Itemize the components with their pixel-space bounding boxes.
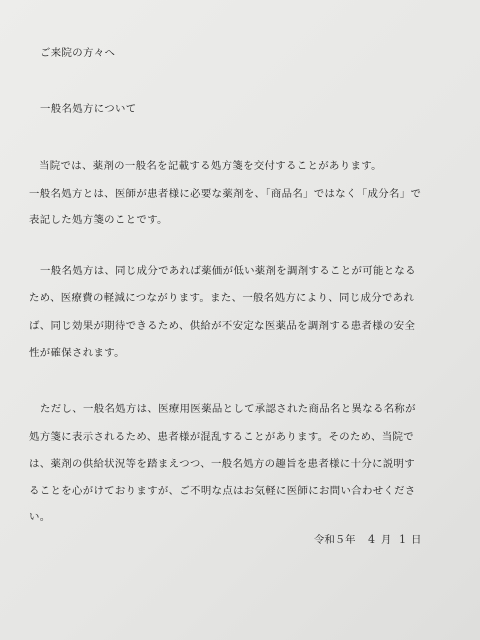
date-day-value: 1 — [399, 533, 406, 546]
paragraph-line: は、薬剤の供給状況等を踏まえつつ、一般名処方の趣旨を患者様に十分に説明す — [29, 458, 416, 470]
paragraph-line: ば、同じ効果が期待できるため、供給が不安定な医薬品を調剤する患者様の安全 — [29, 320, 416, 332]
greeting: ご来院の方々へ — [40, 47, 116, 59]
paragraph-line: ただし、一般名処方は、医療用医薬品として承認された商品名と異なる名称が — [40, 403, 416, 415]
paragraph-line: ることを心がけておりますが、ご不明な点はお気軽に医師にお問い合わせくださ — [29, 485, 416, 497]
date-day-unit: 日 — [411, 534, 422, 546]
date-month-unit: 月 — [381, 534, 392, 546]
paragraph-line: 一般名処方は、同じ成分であれば薬価が低い薬剤を調剤することが可能となる — [40, 265, 416, 277]
date-era-year: 令和５年 — [314, 534, 356, 546]
heading: 一般名処方について — [40, 103, 137, 115]
paragraph-line: 一般名処方とは、医師が患者様に必要な薬剤を、「商品名」ではなく「成分名」で — [29, 188, 422, 200]
paragraph-line: 当院では、薬剤の一般名を記載する処方箋を交付することがあります。 — [39, 160, 382, 172]
paragraph-line: 処方箋に表示されるため、患者様が混乱することがあります。そのため、当院で — [29, 431, 414, 443]
paragraph-line: 表記した処方箋のことです。 — [29, 214, 168, 226]
paragraph-line: い。 — [29, 511, 51, 523]
paragraph-line: 性が確保されます。 — [29, 347, 125, 359]
date-month-value: 4 — [368, 533, 375, 546]
paragraph-line: ため、医療費の軽減につながります。また、一般名処方により、同じ成分であれ — [29, 292, 415, 304]
